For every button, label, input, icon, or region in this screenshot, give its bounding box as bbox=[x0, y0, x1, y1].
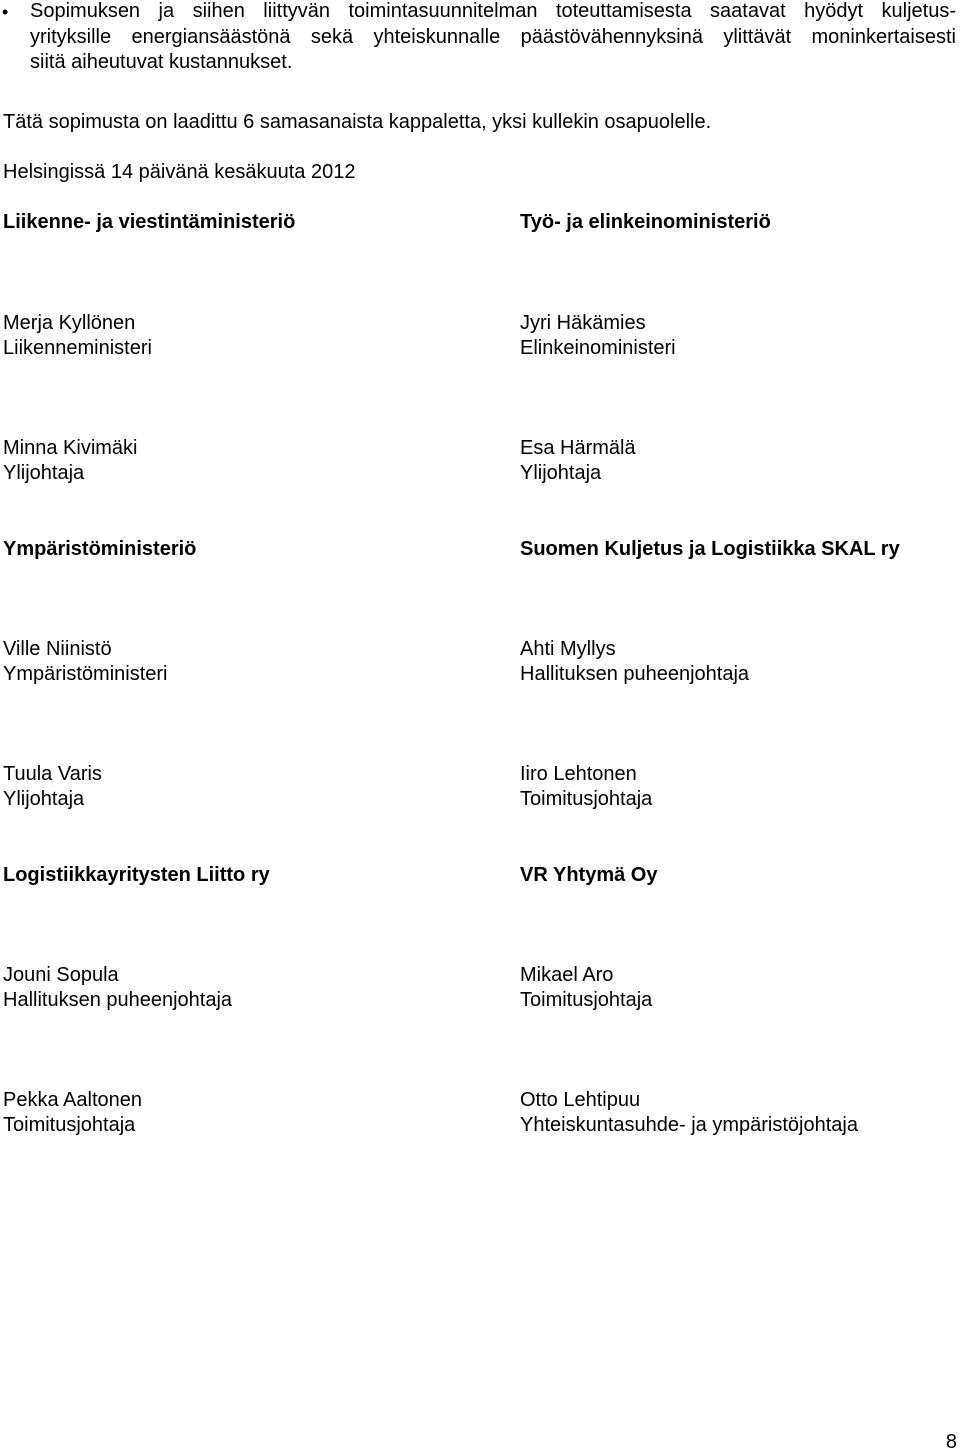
signer-name: Ahti Myllys bbox=[520, 638, 616, 660]
signer-title: Ylijohtaja bbox=[3, 788, 85, 810]
page-number: 8 bbox=[945, 1431, 957, 1453]
signer-title: Hallituksen puheenjohtaja bbox=[520, 663, 750, 685]
copies-statement: Tätä sopimusta on laadittu 6 samasanaista kappaletta, yksi kullekin osapuolelle. bbox=[3, 111, 712, 133]
signer-name: Minna Kivimäki bbox=[3, 437, 138, 459]
signer-title: Ympäristöministeri bbox=[3, 663, 168, 685]
signer-name: Jyri Häkämies bbox=[520, 312, 646, 334]
benefits-paragraph bbox=[30, 0, 956, 76]
paragraph-line: siitä aiheutuvat kustannukset. bbox=[30, 51, 293, 73]
signer-name: Pekka Aaltonen bbox=[3, 1089, 142, 1111]
signer-name: Ville Niinistö bbox=[3, 638, 112, 660]
signer-title: Yhteiskuntasuhde- ja ympäristöjohtaja bbox=[520, 1114, 858, 1136]
signer-name: Jouni Sopula bbox=[3, 964, 119, 986]
signer-title: Toimitusjohtaja bbox=[3, 1114, 136, 1136]
signer-title: Ylijohtaja bbox=[520, 462, 602, 484]
signer-name: Otto Lehtipuu bbox=[520, 1089, 641, 1111]
paragraph-line: Sopimuksen ja siihen liittyvän toimintasuunnitelman toteuttamisesta saatavat hyödyt kuljetus- bbox=[30, 0, 956, 22]
signer-title: Elinkeinoministeri bbox=[520, 337, 676, 359]
signer-title: Ylijohtaja bbox=[3, 462, 85, 484]
org-heading: Ympäristöministeriö bbox=[3, 538, 197, 560]
signer-title: Toimitusjohtaja bbox=[520, 788, 653, 810]
org-heading: Työ- ja elinkeinoministeriö bbox=[520, 211, 771, 233]
org-heading: Suomen Kuljetus ja Logistiikka SKAL ry bbox=[520, 538, 900, 560]
place-date: Helsingissä 14 päivänä kesäkuuta 2012 bbox=[3, 161, 356, 183]
signer-name: Merja Kyllönen bbox=[3, 312, 136, 334]
signer-title: Liikenneministeri bbox=[3, 337, 152, 359]
org-heading: Logistiikkayritysten Liitto ry bbox=[3, 864, 270, 886]
signer-name: Iiro Lehtonen bbox=[520, 763, 637, 785]
signer-name: Esa Härmälä bbox=[520, 437, 636, 459]
signer-name: Tuula Varis bbox=[3, 763, 102, 785]
org-heading: Liikenne- ja viestintäministeriö bbox=[3, 211, 296, 233]
signer-title: Toimitusjohtaja bbox=[520, 989, 653, 1011]
signer-title: Hallituksen puheenjohtaja bbox=[3, 989, 233, 1011]
paragraph-line: yrityksille energiansäästönä sekä yhteiskunnalle päästövähennyksinä ylittävät moninkertaisesti bbox=[30, 25, 956, 48]
signer-name: Mikael Aro bbox=[520, 964, 614, 986]
bullet-symbol: • bbox=[2, 2, 9, 22]
org-heading: VR Yhtymä Oy bbox=[520, 864, 658, 886]
